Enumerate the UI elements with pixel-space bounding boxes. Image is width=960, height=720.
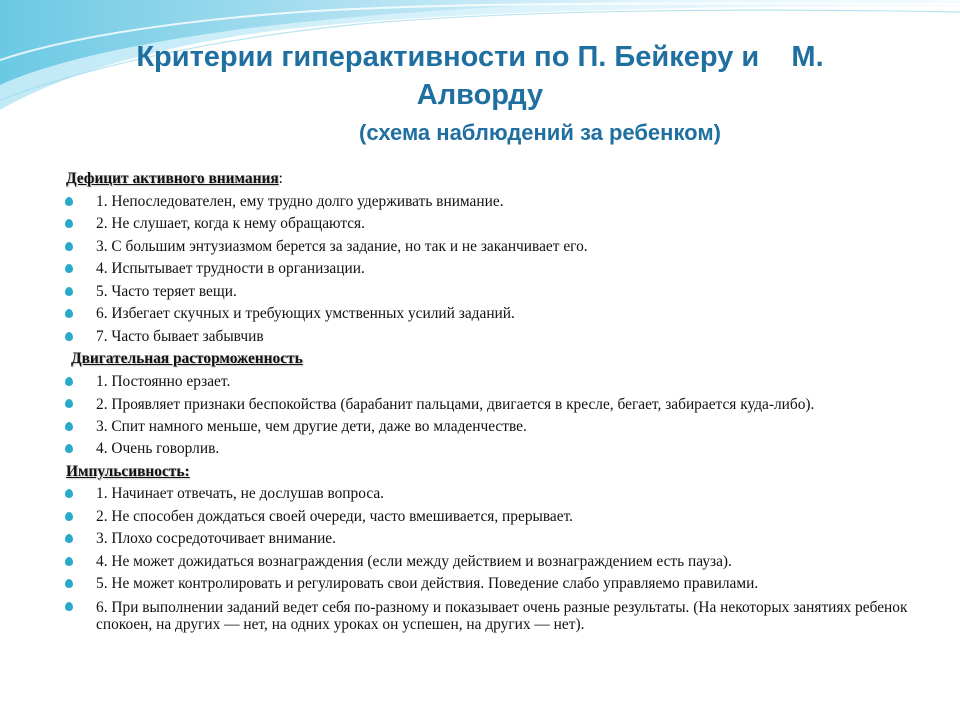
bullet-icon <box>65 399 73 408</box>
bullet-icon <box>65 602 73 611</box>
bullet-icon <box>65 309 73 318</box>
bullet-icon <box>65 287 73 296</box>
list-item: 4. Не может дожидаться вознаграждения (если между действием и вознаграждением есть пауза). <box>66 551 926 574</box>
list-item: 2. Проявляет признаки беспокойства (барабанит пальцами, двигается в кресле, бегает, забирается куда-либо). <box>66 396 926 414</box>
list-item: 3. Плохо сосредоточивает внимание. <box>66 528 926 551</box>
list-item: 2. Не слушает, когда к нему обращаются. <box>66 213 926 236</box>
list-item: 5. Часто теряет вещи. <box>66 281 926 304</box>
bullet-icon <box>65 264 73 273</box>
bullet-icon <box>65 422 73 431</box>
section-attention-deficit <box>66 168 926 348</box>
section-heading: Двигательная расторможенность <box>71 350 303 367</box>
bullet-icon <box>65 219 73 228</box>
title-line-2: Алворду <box>416 79 544 111</box>
bullet-icon <box>65 197 73 206</box>
list-item: 1. Начинает отвечать, не дослушав вопроса. <box>66 483 926 506</box>
list-item: 2. Не способен дождаться своей очереди, часто вмешивается, прерывает. <box>66 506 926 529</box>
title-line-1: Критерии гиперактивности по П. Бейкеру и М. <box>136 41 824 73</box>
bullet-icon <box>65 489 73 498</box>
list-item: 6. Избегает скучных и требующих умственных усилий заданий. <box>66 303 926 326</box>
bullet-icon <box>65 579 73 588</box>
bullet-icon <box>65 534 73 543</box>
section-heading: Импульсивность: <box>66 462 190 480</box>
bullet-icon <box>65 444 73 453</box>
section-impulsivity <box>66 461 926 634</box>
section-heading: Дефицит активного внимания: <box>66 170 283 187</box>
bullet-icon <box>65 557 73 566</box>
bullet-icon <box>65 377 73 386</box>
list-item: 5. Не может контролировать и регулировать свои действия. Поведение слабо управляемо правилами. <box>66 573 926 596</box>
slide-subtitle: (схема наблюдений за ребенком) <box>359 120 721 145</box>
list-item: 1. Непоследователен, ему трудно долго удерживать внимание. <box>66 191 926 214</box>
list-item: 4. Испытывает трудности в организации. <box>66 258 926 281</box>
slide-title <box>0 38 960 148</box>
list-item: 7. Часто бывает забывчив <box>66 326 926 349</box>
bullet-icon <box>65 242 73 251</box>
list-item: 6. При выполнении заданий ведет себя по-разному и показывает очень разные результаты. (На некоторых занятиях ребенок спокоен, на других — нет, на одних уроках он успешен, на других — нет). <box>66 599 926 634</box>
list-item: 1. Постоянно ерзает. <box>66 371 926 394</box>
list-item: 4. Очень говорлив. <box>66 438 926 461</box>
list-item: 3. Спит намного меньше, чем другие дети, даже во младенчестве. <box>66 416 926 439</box>
bullet-icon <box>65 332 73 341</box>
list-item: 3. С большим энтузиазмом берется за задание, но так и не заканчивает его. <box>66 236 926 259</box>
section-motor-disinhibition <box>66 348 926 461</box>
criteria-list <box>66 168 926 636</box>
bullet-icon <box>65 512 73 521</box>
